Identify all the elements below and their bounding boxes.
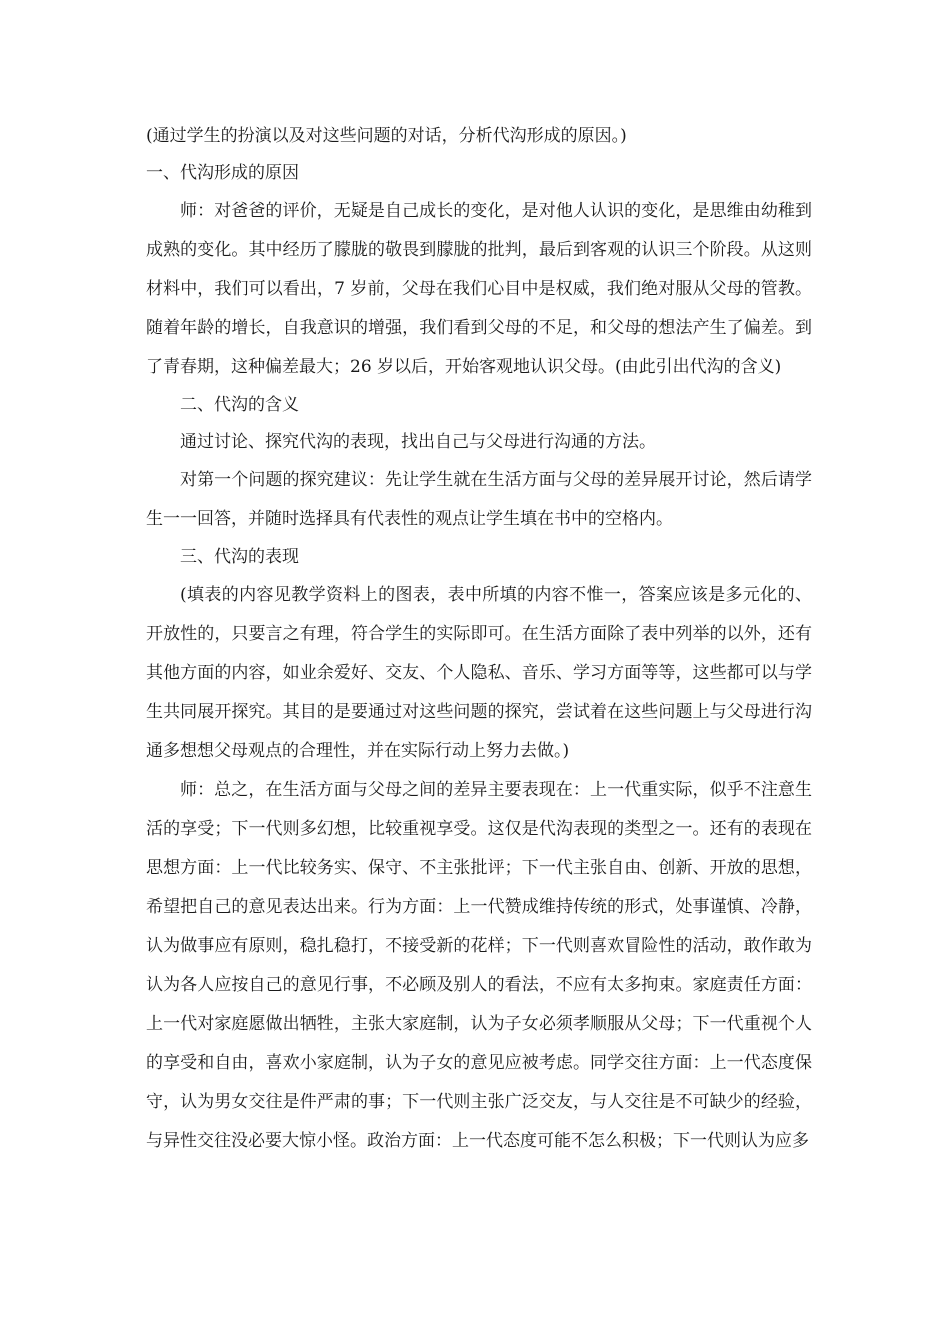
paragraph-discussion: 通过讨论、探究代沟的表现，找出自己与父母进行沟通的方法。: [180, 432, 656, 452]
paragraph-inquiry-suggestion: 对第一个问题的探究建议：先让学生就在生活方面与父母的差异展开讨论，然后请学生一一回答，并随时选择具有代表性的观点让学生填在书中的空格内。: [146, 470, 812, 529]
paragraph-intro-note: (通过学生的扮演以及对这些问题的对话，分析代沟形成的原因。): [146, 126, 627, 146]
section-heading-causes: 一、代沟形成的原因: [146, 163, 299, 183]
paragraph-teacher-causes: 师：对爸爸的评价，无疑是自己成长的变化，是对他人认识的变化，是思维由幼稚到成熟的变化。其中经历了朦胧的敬畏到朦胧的批判，最后到客观的认识三个阶段。从这则材料中，我们可以看出，7 岁前，父母在我们心目中是权威，我们绝对服从父母的管教。随着年龄的增长，自我意识的增强，我们看到父母的不足，和父母的想法产生了偏差。到了青春期，这种偏差最大；26 岁以后，开始客观地认识父母。(由此引出代沟的含义): [146, 201, 812, 377]
paragraph-table-note: (填表的内容见教学资料上的图表，表中所填的内容不惟一，答案应该是多元化的、开放性的，只要言之有理，符合学生的实际即可。在生活方面除了表中列举的以外，还有其他方面的内容，如业余爱好、交友、个人隐私、音乐、学习方面等等，这些都可以与学生共同展开探究。其目的是要通过对这些问题的探究，尝试着在这些问题上与父母进行沟通多想想父母观点的合理性，并在实际行动上努力去做。): [146, 585, 812, 761]
section-heading-meaning: 二、代沟的含义: [180, 395, 299, 415]
paragraph-teacher-summary: 师：总之，在生活方面与父母之间的差异主要表现在：上一代重实际，似乎不注意生活的享受；下一代则多幻想，比较重视享受。这仅是代沟表现的类型之一。还有的表现在思想方面：上一代比较务实、保守、不主张批评；下一代主张自由、创新、开放的思想，希望把自己的意见表达出来。行为方面：上一代赞成维持传统的形式，处事谨慎、冷静，认为做事应有原则，稳扎稳打，不接受新的花样；下一代则喜欢冒险性的活动，敢作敢为认为各人应按自己的意见行事，不必顾及别人的看法，不应有太多拘束。家庭责任方面：上一代对家庭愿做出牺牲，主张大家庭制，认为子女必须孝顺服从父母；下一代重视个人的享受和自由，喜欢小家庭制，认为子女的意见应被考虑。同学交往方面：上一代态度保守，认为男女交往是件严肃的事；下一代则主张广泛交友，与人交往是不可缺少的经验，与异性交往没必要大惊小怪。政治方面：上一代态度可能不怎么积极；下一代则认为应多: [146, 780, 812, 1151]
document-body: [146, 118, 812, 1161]
section-heading-manifestations: 三、代沟的表现: [180, 547, 299, 567]
